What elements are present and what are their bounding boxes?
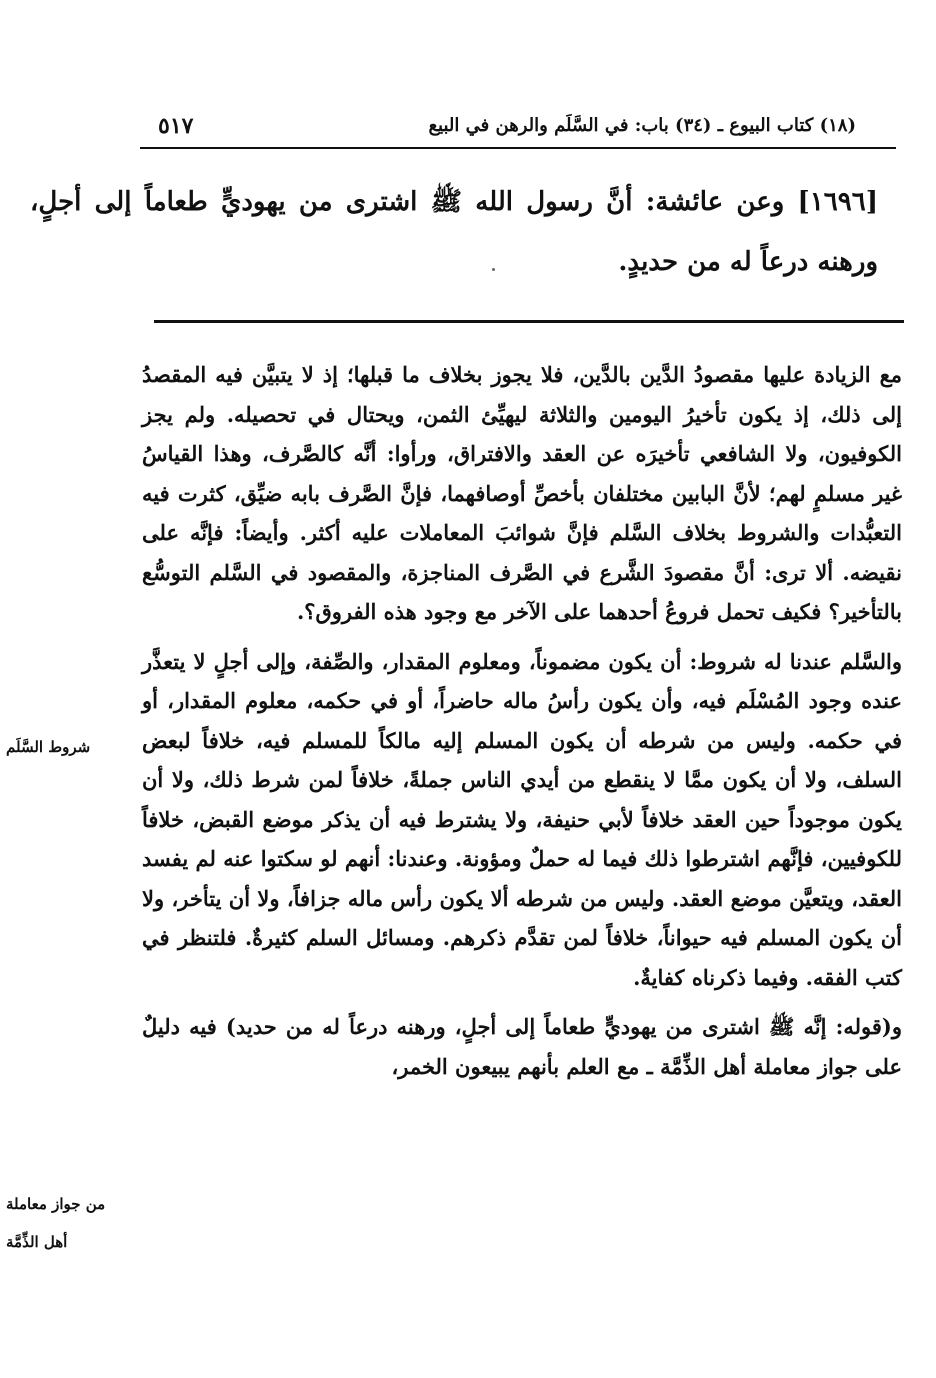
scan-speck [492,268,495,271]
commentary-paragraph: والسَّلم عندنا له شروط: أن يكون مضموناً، ومعلوم المقدار، والصِّفة، وإلى أجلٍ لا يتعذَّر عنده وجود المُسْلَم فيه، وأن يكون رأسُ ماله حاضراً، أو في حكمه، معلوم المقدار، أو في حكمه. وليس من شرطه أن يكون المسلم إليه مالكاً للمسلم فيه، خلافاً لبعض السلف، ولا أن يكون ممَّا لا ينقطع من أيدي الناس جملةً، خلافاً لمن شرط ذلك، ولا أن يكون موجوداً حين العقد خلافاً لأبي حنيفة، ولا يشترط فيه أن يذكر موضع القبض، خلافاً للكوفيين، فإنَّهم اشترطوا ذلك فيما له حملٌ ومؤونة. وعندنا: أنهم لو سكتوا عنه لم يفسد العقد، ويتعيَّن موضع العقد. وليس من شرطه ألا يكون رأس ماله جزافاً، ولا أن يتأخر، ولا أن يكون المسلم فيه حيواناً، خلافاً لمن تقدَّم ذكرهم. ومسائل السلم كثيرةٌ. فلتنظر في كتب الفقه. وفيما ذكرناه كفايةٌ. [142,648,902,990]
margin-note-shurut: شروط السَّلَم [6,738,91,756]
margin-note-ahl: أهل الذِّمَّة [6,1233,68,1251]
running-head-title: (١٨) كتاب البيوع ـ (٣٤) باب: في السَّلَم والرهن في البيع [428,115,856,136]
hadith-text: [١٦٩٦] وعن عائشة: أنَّ رسول الله ﷺ اشترى من يهوديٍّ طعاماً إلى أجلٍ، ورهنه درعاً له من حديدٍ. [30,187,878,277]
running-head [140,113,896,149]
commentary-paragraph: و(قوله: إنَّه ﷺ اشترى من يهوديٍّ طعاماً إلى أجلٍ، ورهنه درعاً له من حديد) فيه دليلٌ على جواز معاملة أهل الذِّمَّة ـ مع العلم بأنهم يبيعون الخمر، [142,1014,902,1079]
page-number: ٥١٧ [158,113,194,139]
margin-note-jawaz: من جواز معاملة [6,1195,106,1213]
commentary-body [142,355,902,1086]
footnote-separator [154,320,904,323]
commentary-paragraph: مع الزيادة عليها مقصودُ الدَّين بالدَّين، فلا يجوز بخلاف ما قبلها؛ إذ لا يتبيَّن فيه المقصدُ إلى ذلك، إذ يكون تأخيرُ اليومين والثلاثة ليهيِّئ الثمن، ويحتال في تحصيله. ولم يجز الكوفيون، ولا الشافعي تأخيرَه عن العقد والافتراق، ورأوا: أنَّه كالصَّرف، وهذا القياسُ غير مسلمٍ لهم؛ لأنَّ البابين مختلفان بأخصِّ أوصافهما، فإنَّ الصَّرف بابه ضيِّق، كثرت فيه التعبُّدات والشروط بخلاف السَّلم فإنَّ شوائبَ المعاملات عليه أكثر. وأيضاً: فإنَّه على نقيضه. ألا ترى: أنَّ مقصودَ الشَّرع في الصَّرف المناجزة، والمقصود في السَّلم التوسُّع بالتأخير؟ فكيف تحمل فروعُ أحدهما على الآخر مع وجود هذه الفروق؟. [142,362,902,624]
